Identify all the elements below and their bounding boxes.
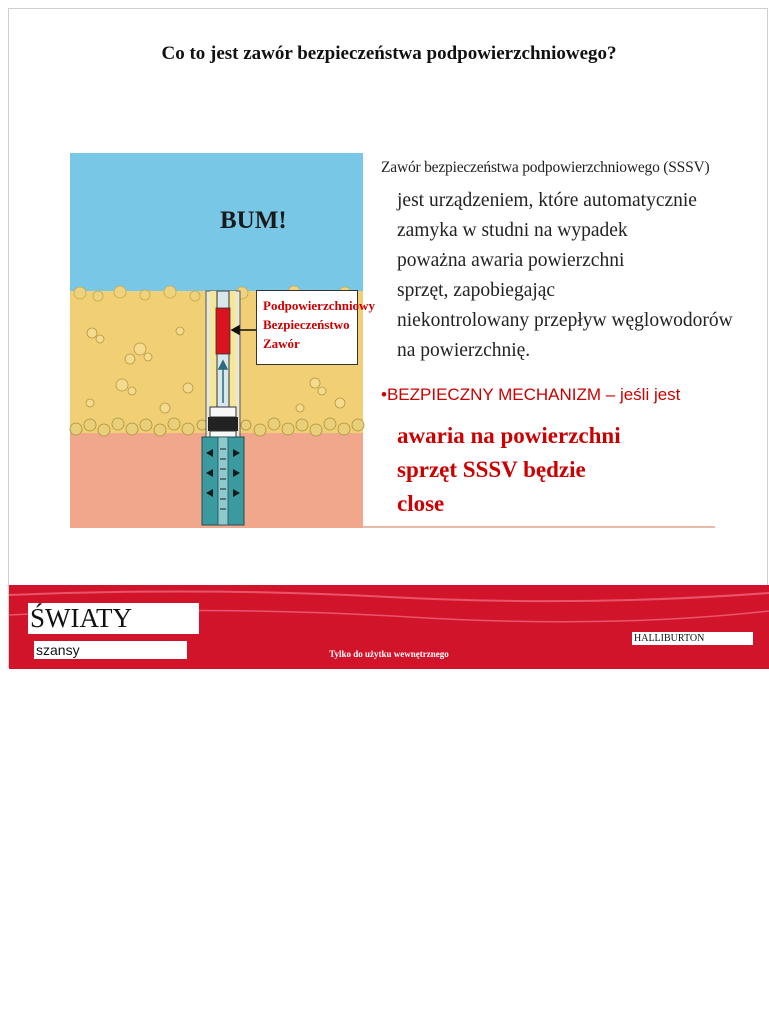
internal-use-note: Tylko do użytku wewnętrznego xyxy=(329,649,449,659)
definition-line: sprzęt, zapobiegając xyxy=(397,280,556,301)
definition-line: na powierzchnię. xyxy=(397,340,531,361)
slide-footer xyxy=(9,585,769,669)
brand-logo-text: ŚWIATY xyxy=(28,603,199,634)
valve-callout-line-3: Zawór xyxy=(263,336,300,351)
slide xyxy=(8,8,768,668)
definition-line: jest urządzeniem, które automatycznie xyxy=(397,190,697,211)
definition-line: poważna awaria powierzchni xyxy=(397,250,625,271)
brand-subtitle: szansy xyxy=(34,641,187,659)
explosion-text: BUM! xyxy=(220,207,287,234)
definition-line: niekontrolowany przepływ węglowodorów xyxy=(397,310,733,331)
consequence-text xyxy=(397,419,621,521)
definition-text xyxy=(397,186,733,366)
consequence-line: awaria na powierzchni xyxy=(397,423,621,448)
valve-callout-line-2: Bezpieczeństwo xyxy=(263,317,350,332)
slide-title: Co to jest zawór bezpieczeństwa podpowierzchniowego? xyxy=(161,43,617,64)
consequence-line: close xyxy=(397,491,445,516)
failsafe-bullet: •BEZPIECZNY MECHANIZM – jeśli jest xyxy=(381,385,681,404)
company-name: HALLIBURTON xyxy=(632,632,753,645)
definition-line: zamyka w studni na wypadek xyxy=(397,220,628,241)
valve-callout-line-1: Podpowierzchniowy xyxy=(263,298,375,313)
sssv-heading: Zawór bezpieczeństwa podpowierzchniowego (SSSV) xyxy=(381,159,710,176)
well-illustration xyxy=(70,153,375,528)
divider-line xyxy=(363,526,715,528)
consequence-line: sprzęt SSSV będzie xyxy=(397,457,586,482)
valve-callout xyxy=(256,290,375,365)
